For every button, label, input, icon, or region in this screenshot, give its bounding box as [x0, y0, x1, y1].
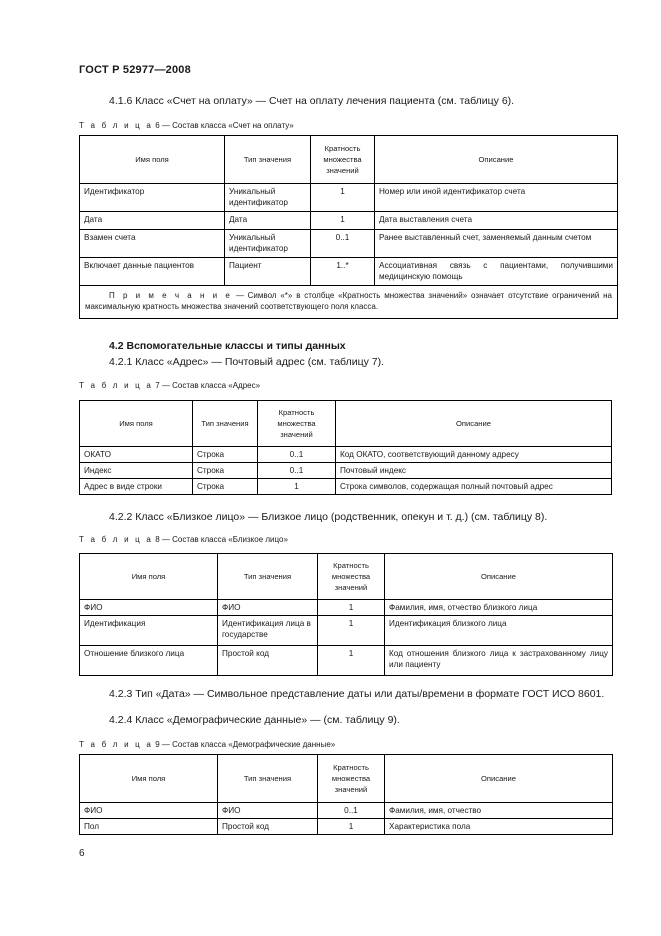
table-row	[80, 258, 618, 286]
cell: 0..1	[258, 447, 336, 463]
cell: Индекс	[80, 463, 193, 479]
table6-header-name: Имя поля	[80, 136, 225, 184]
cell: Номер или иной идентификатор счета	[375, 184, 618, 212]
table8-caption-text: 8 — Состав класса «Близкое лицо»	[153, 535, 288, 544]
table9-header-multiplicity: Кратность множества значений	[318, 755, 385, 803]
table6-caption	[79, 121, 294, 130]
cell: ОКАТО	[80, 447, 193, 463]
table7-caption-label: Т а б л и ц а	[79, 381, 154, 390]
table-row	[80, 479, 612, 495]
table9-header-description: Описание	[385, 755, 613, 803]
cell: Взамен счета	[80, 230, 225, 258]
table6-note-row	[80, 286, 618, 319]
cell: Адрес в виде строки	[80, 479, 193, 495]
standard-header: ГОСТ Р 52977—2008	[79, 64, 191, 76]
table9-header-name: Имя поля	[80, 755, 218, 803]
cell: 1	[318, 616, 385, 646]
cell: 0..1	[318, 803, 385, 819]
section-4-2-3: 4.2.3 Тип «Дата» — Символьное представление даты или даты/времени в формате ГОСТ ИСО 8601.	[109, 688, 605, 700]
cell: Пол	[80, 819, 218, 835]
cell: Характеристика пола	[385, 819, 613, 835]
table-row	[80, 230, 618, 258]
table-row	[80, 803, 613, 819]
cell: Идентификатор	[80, 184, 225, 212]
table7-header-description: Описание	[336, 401, 612, 447]
table6-note-text: — Символ «*» в столбце «Кратность множества значений» означает отсутствие ограничений на максимальную кратность множества значений соответствующего поля класса.	[85, 291, 613, 311]
cell: Уникальный идентификатор	[225, 184, 311, 212]
table6	[79, 135, 618, 319]
cell: 1	[318, 819, 385, 835]
cell: Простой код	[218, 819, 318, 835]
cell: Строка	[193, 479, 258, 495]
table7-caption	[79, 381, 260, 390]
table7-header-name: Имя поля	[80, 401, 193, 447]
cell: Ранее выставленный счет, заменяемый данным счетом	[375, 230, 618, 258]
cell: 1	[258, 479, 336, 495]
cell: Ассоциативная связь с пациентами, получившими медицинскую помощь	[375, 258, 618, 286]
table-row	[80, 212, 618, 230]
cell: 1	[318, 646, 385, 676]
table6-caption-text: 6 — Состав класса «Счет на оплату»	[153, 121, 294, 130]
table7-header-row	[80, 401, 612, 447]
table8-header-type: Тип значения	[218, 554, 318, 600]
table-row	[80, 819, 613, 835]
table6-note	[80, 286, 618, 319]
table9-header-type: Тип значения	[218, 755, 318, 803]
cell: Код ОКАТО, соответствующий данному адресу	[336, 447, 612, 463]
cell: Пациент	[225, 258, 311, 286]
cell: Включает данные пациентов	[80, 258, 225, 286]
table6-header-multiplicity: Кратность множества значений	[311, 136, 375, 184]
cell: Дата	[225, 212, 311, 230]
table9-caption	[79, 740, 335, 749]
table-row	[80, 600, 613, 616]
cell: Почтовый индекс	[336, 463, 612, 479]
table-row	[80, 616, 613, 646]
cell: Идентификация близкого лица	[385, 616, 613, 646]
table8	[79, 553, 613, 676]
table6-note-label: П р и м е ч а н и е	[109, 291, 232, 300]
cell: Фамилия, имя, отчество	[385, 803, 613, 819]
table8-header-row	[80, 554, 613, 600]
cell: 1	[311, 212, 375, 230]
cell: ФИО	[218, 803, 318, 819]
section-4-2-1: 4.2.1 Класс «Адрес» — Почтовый адрес (см. таблицу 7).	[109, 356, 385, 368]
table6-header-row	[80, 136, 618, 184]
cell: ФИО	[80, 600, 218, 616]
table-row	[80, 184, 618, 212]
table9-caption-label: Т а б л и ц а	[79, 740, 154, 749]
table7-caption-text: 7 — Состав класса «Адрес»	[153, 381, 261, 390]
table7	[79, 400, 612, 495]
cell: Строка	[193, 447, 258, 463]
table-row	[80, 646, 613, 676]
cell: Дата	[80, 212, 225, 230]
cell: 1..*	[311, 258, 375, 286]
cell: Код отношения близкого лица к застрахованному лицу или пациенту	[385, 646, 613, 676]
table6-header-description: Описание	[375, 136, 618, 184]
table8-header-name: Имя поля	[80, 554, 218, 600]
table9	[79, 754, 613, 835]
table9-header-row	[80, 755, 613, 803]
cell: 0..1	[258, 463, 336, 479]
page-number: 6	[79, 848, 85, 859]
table8-header-multiplicity: Кратность множества значений	[318, 554, 385, 600]
section-4-2-title: 4.2 Вспомогательные классы и типы данных	[109, 340, 346, 352]
cell: ФИО	[218, 600, 318, 616]
cell: 0..1	[311, 230, 375, 258]
table8-header-description: Описание	[385, 554, 613, 600]
table-row	[80, 463, 612, 479]
section-4-2-2: 4.2.2 Класс «Близкое лицо» — Близкое лицо (родственник, опекун и т. д.) (см. таблицу 8).	[109, 511, 548, 523]
cell: Дата выставления счета	[375, 212, 618, 230]
cell: ФИО	[80, 803, 218, 819]
table7-header-multiplicity: Кратность множества значений	[258, 401, 336, 447]
table-row	[80, 447, 612, 463]
cell: 1	[318, 600, 385, 616]
section-4-2-4: 4.2.4 Класс «Демографические данные» — (см. таблицу 9).	[109, 714, 400, 726]
table8-caption	[79, 535, 288, 544]
cell: Идентификация	[80, 616, 218, 646]
cell: Уникальный идентификатор	[225, 230, 311, 258]
cell: Фамилия, имя, отчество близкого лица	[385, 600, 613, 616]
table6-header-type: Тип значения	[225, 136, 311, 184]
table7-header-type: Тип значения	[193, 401, 258, 447]
cell: Отношение близкого лица	[80, 646, 218, 676]
table8-caption-label: Т а б л и ц а	[79, 535, 154, 544]
section-4-1-6: 4.1.6 Класс «Счет на оплату» — Счет на оплату лечения пациента (см. таблицу 6).	[109, 95, 515, 107]
cell: Строка символов, содержащая полный почтовый адрес	[336, 479, 612, 495]
table9-caption-text: 9 — Состав класса «Демографические данные»	[153, 740, 336, 749]
cell: 1	[311, 184, 375, 212]
cell: Идентификация лица в государстве	[218, 616, 318, 646]
cell: Простой код	[218, 646, 318, 676]
table6-caption-label: Т а б л и ц а	[79, 121, 154, 130]
cell: Строка	[193, 463, 258, 479]
